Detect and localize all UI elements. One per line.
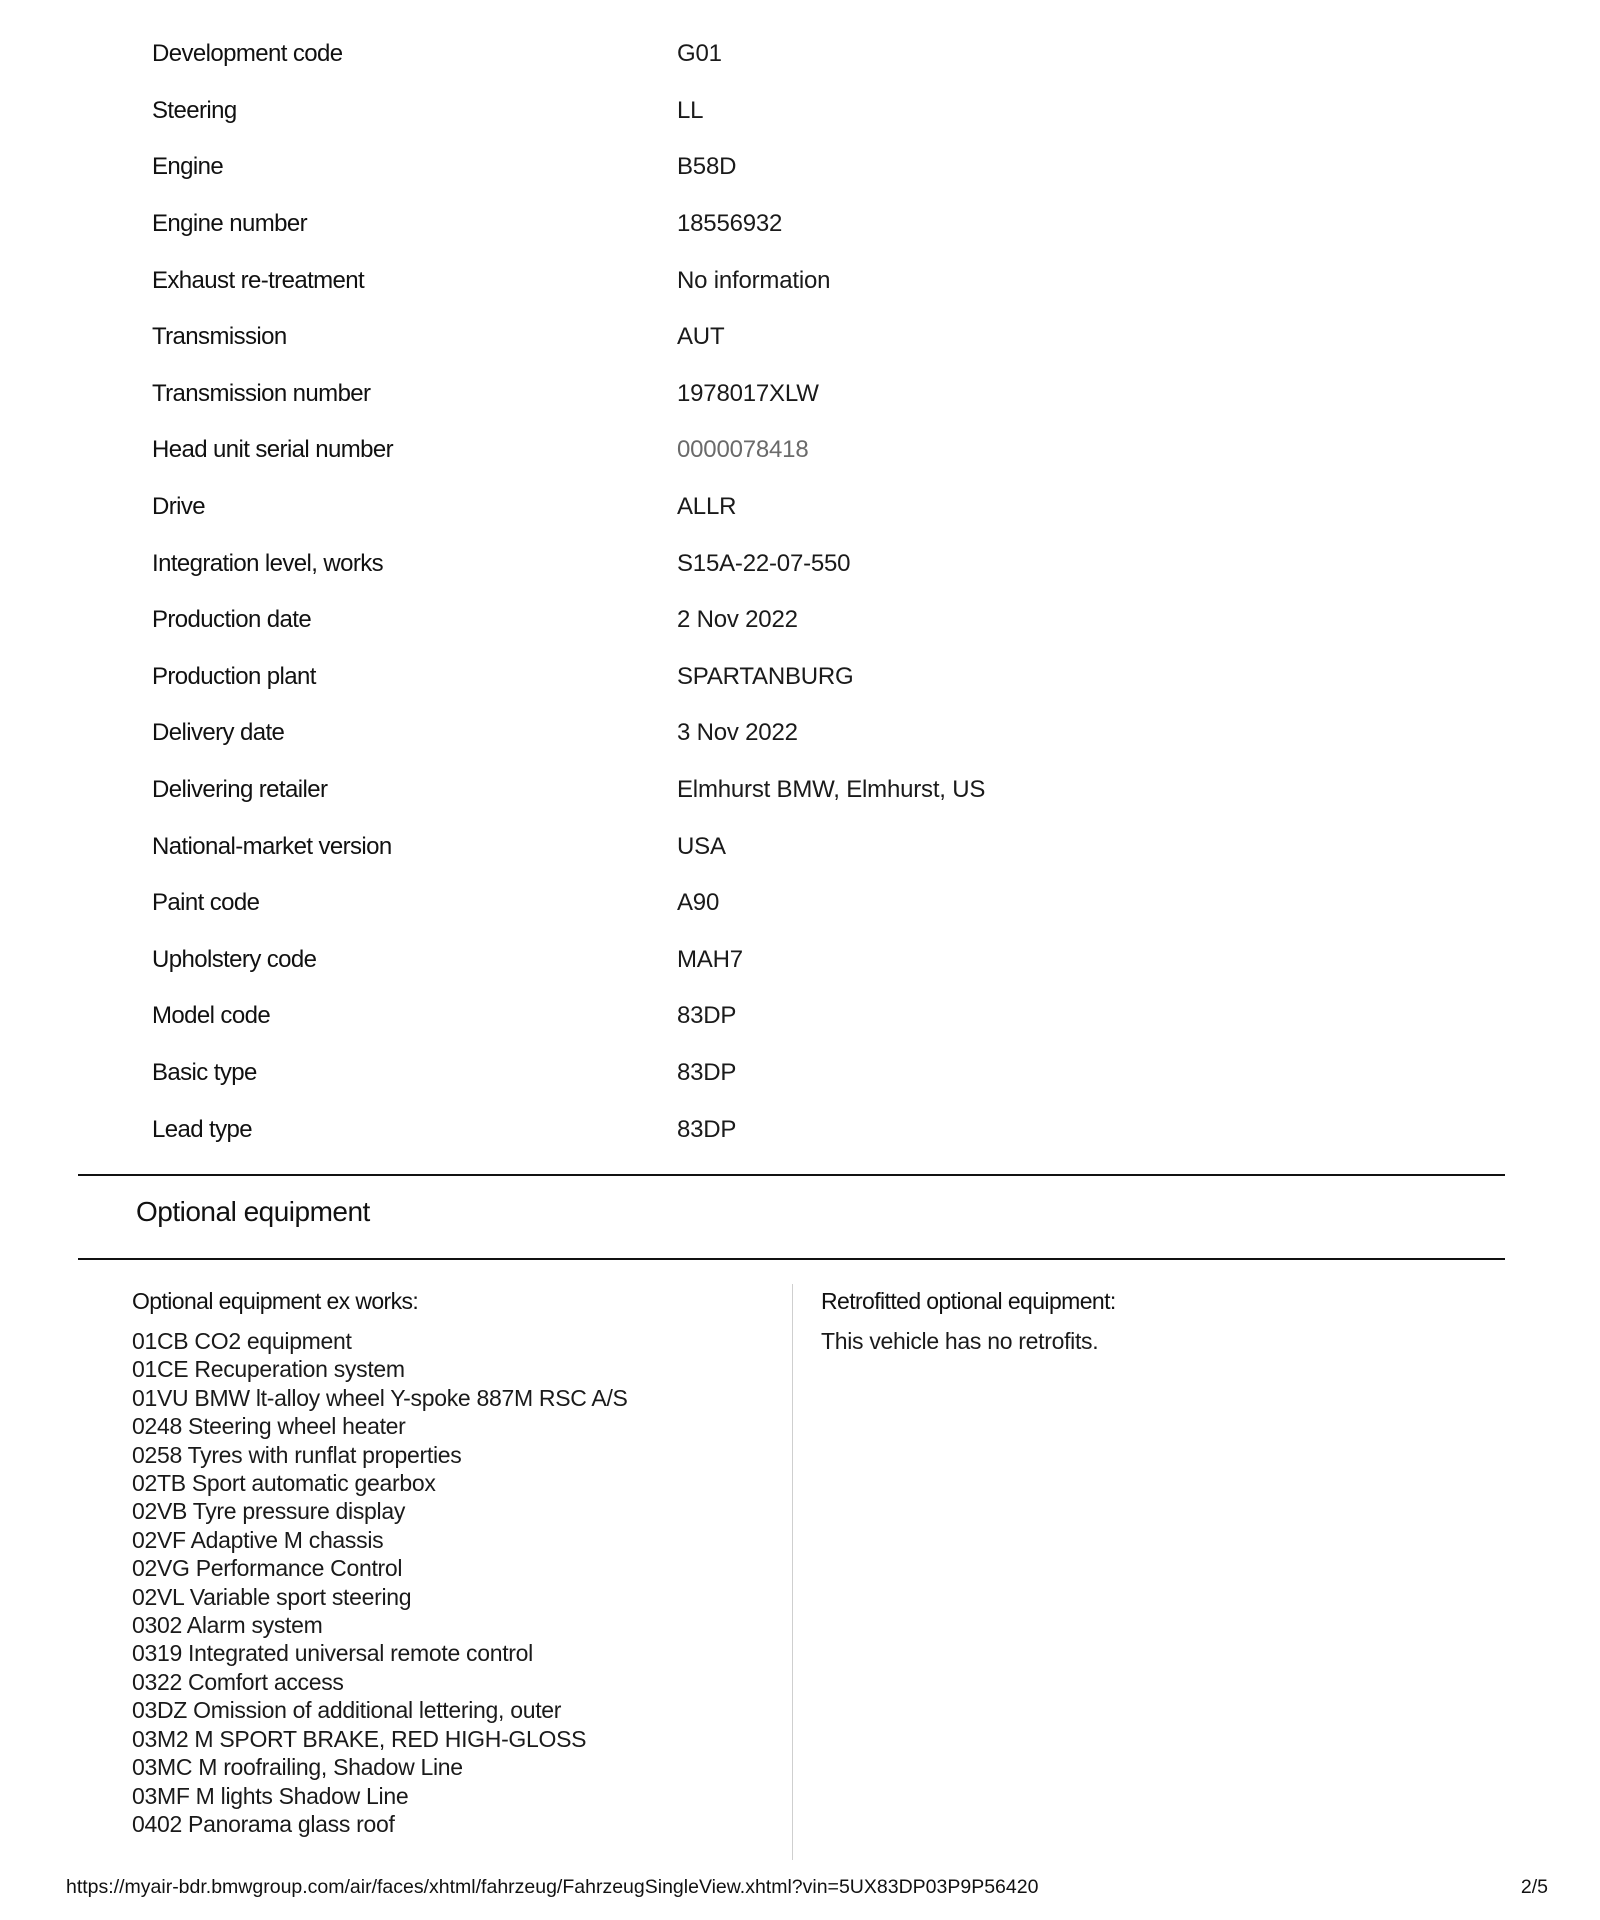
equipment-item: 03MF M lights Shadow Line bbox=[132, 1782, 409, 1809]
spec-value: 83DP bbox=[677, 1002, 737, 1030]
spec-row bbox=[152, 649, 1452, 706]
optional-equipment-title: Optional equipment bbox=[136, 1196, 370, 1227]
equipment-item: 0302 Alarm system bbox=[132, 1612, 323, 1639]
spec-label: Engine number bbox=[152, 210, 307, 238]
footer-page-number: 2/5 bbox=[1520, 1876, 1548, 1898]
spec-row bbox=[152, 366, 1452, 423]
spec-label: Paint code bbox=[152, 889, 260, 917]
ex-works-column bbox=[132, 1284, 772, 1838]
section-divider-bottom bbox=[78, 1258, 1505, 1260]
spec-row bbox=[152, 988, 1452, 1045]
equipment-item: 0319 Integrated universal remote control bbox=[132, 1640, 533, 1667]
retrofitted-heading: Retrofitted optional equipment: bbox=[821, 1288, 1116, 1314]
equipment-item: 02TB Sport automatic gearbox bbox=[132, 1470, 436, 1497]
spec-value: LL bbox=[677, 96, 704, 124]
equipment-item: 03MC M roofrailing, Shadow Line bbox=[132, 1754, 463, 1781]
spec-row bbox=[152, 309, 1452, 366]
equipment-item: 0258 Tyres with runflat properties bbox=[132, 1441, 462, 1468]
column-divider bbox=[792, 1284, 793, 1860]
spec-value: 18556932 bbox=[677, 210, 783, 238]
ex-works-heading: Optional equipment ex works: bbox=[132, 1288, 419, 1314]
spec-label: Delivering retailer bbox=[152, 776, 328, 804]
ex-works-list bbox=[132, 1327, 772, 1838]
spec-row bbox=[152, 83, 1452, 140]
spec-value: 1978017XLW bbox=[677, 379, 819, 407]
spec-row bbox=[152, 479, 1452, 536]
spec-value: SPARTANBURG bbox=[677, 662, 854, 690]
equipment-item: 0402 Panorama glass roof bbox=[132, 1810, 395, 1837]
equipment-item: 02VF Adaptive M chassis bbox=[132, 1526, 384, 1553]
equipment-item: 02VL Variable sport steering bbox=[132, 1583, 412, 1610]
spec-label: Production date bbox=[152, 606, 312, 634]
spec-label: Exhaust re-treatment bbox=[152, 266, 365, 294]
spec-row bbox=[152, 592, 1452, 649]
spec-value: 0000078418 bbox=[677, 436, 809, 464]
spec-row bbox=[152, 705, 1452, 762]
no-retrofits-text: This vehicle has no retrofits. bbox=[821, 1328, 1099, 1354]
spec-label: Transmission number bbox=[152, 379, 371, 407]
spec-label: Basic type bbox=[152, 1058, 257, 1086]
spec-row bbox=[152, 1045, 1452, 1102]
equipment-item: 02VB Tyre pressure display bbox=[132, 1498, 406, 1525]
equipment-item: 03DZ Omission of additional lettering, outer bbox=[132, 1697, 562, 1724]
spec-label: Head unit serial number bbox=[152, 436, 394, 464]
spec-value: 2 Nov 2022 bbox=[677, 606, 798, 634]
vehicle-spec-table bbox=[152, 26, 1452, 1158]
equipment-item: 01CE Recuperation system bbox=[132, 1356, 405, 1383]
spec-value: B58D bbox=[677, 153, 737, 181]
spec-row bbox=[152, 26, 1452, 83]
spec-label: Engine bbox=[152, 153, 224, 181]
spec-value: Elmhurst BMW, Elmhurst, US bbox=[677, 776, 986, 804]
equipment-item: 0322 Comfort access bbox=[132, 1668, 344, 1695]
spec-value: 83DP bbox=[677, 1058, 737, 1086]
retrofitted-column bbox=[821, 1284, 1461, 1355]
spec-label: Lead type bbox=[152, 1115, 253, 1143]
spec-value: No information bbox=[677, 266, 831, 294]
spec-row bbox=[152, 535, 1452, 592]
spec-label: Model code bbox=[152, 1002, 271, 1030]
spec-row bbox=[152, 762, 1452, 819]
equipment-item: 02VG Performance Control bbox=[132, 1555, 403, 1582]
spec-value: 83DP bbox=[677, 1115, 737, 1143]
spec-value: USA bbox=[677, 832, 726, 860]
section-divider-top bbox=[78, 1174, 1505, 1176]
spec-label: Transmission bbox=[152, 323, 287, 351]
spec-value: ALLR bbox=[677, 493, 737, 521]
spec-row bbox=[152, 875, 1452, 932]
spec-row bbox=[152, 139, 1452, 196]
equipment-item: 0248 Steering wheel heater bbox=[132, 1413, 406, 1440]
footer-url: https://myair-bdr.bmwgroup.com/air/faces/xhtml/fahrzeug/FahrzeugSingleView.xhtml?vin=5UX83DP03P9P56420 bbox=[66, 1876, 1039, 1898]
spec-value: AUT bbox=[677, 323, 725, 351]
spec-row bbox=[152, 196, 1452, 253]
spec-label: National-market version bbox=[152, 832, 392, 860]
spec-value: G01 bbox=[677, 40, 722, 68]
spec-label: Production plant bbox=[152, 662, 316, 690]
equipment-item: 01VU BMW lt-alloy wheel Y-spoke 887M RSC A/S bbox=[132, 1384, 628, 1411]
spec-label: Upholstery code bbox=[152, 945, 317, 973]
spec-label: Development code bbox=[152, 40, 343, 68]
spec-label: Delivery date bbox=[152, 719, 285, 747]
spec-value: 3 Nov 2022 bbox=[677, 719, 798, 747]
spec-row bbox=[152, 252, 1452, 309]
spec-row bbox=[152, 932, 1452, 989]
equipment-item: 03M2 M SPORT BRAKE, RED HIGH-GLOSS bbox=[132, 1725, 587, 1752]
equipment-item: 01CB CO2 equipment bbox=[132, 1328, 352, 1354]
spec-row bbox=[152, 1101, 1452, 1158]
spec-label: Steering bbox=[152, 96, 237, 124]
spec-value: S15A-22-07-550 bbox=[677, 549, 851, 577]
spec-row bbox=[152, 818, 1452, 875]
spec-value: A90 bbox=[677, 889, 720, 917]
spec-label: Integration level, works bbox=[152, 549, 384, 577]
spec-row bbox=[152, 422, 1452, 479]
spec-value: MAH7 bbox=[677, 945, 743, 973]
spec-label: Drive bbox=[152, 493, 206, 521]
